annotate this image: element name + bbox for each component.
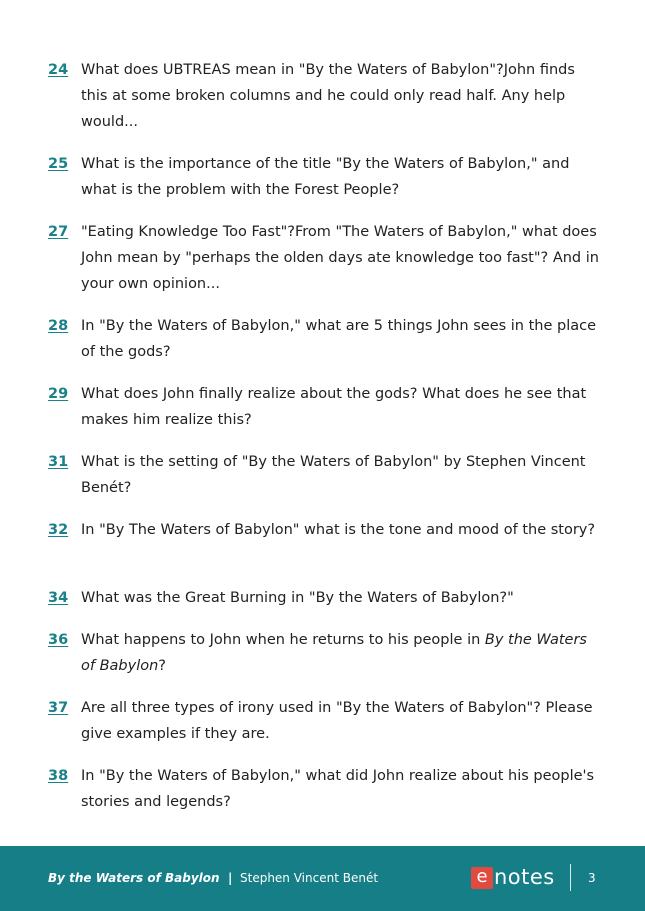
question-text[interactable]: What is the setting of "By the Waters of Babylon" by Stephen Vincent Benét? <box>81 454 586 496</box>
question-number-link[interactable]: 32 <box>48 522 69 538</box>
question-number-link[interactable]: 28 <box>48 318 69 334</box>
question-number-link[interactable]: 25 <box>48 156 69 172</box>
question-text[interactable]: In "By The Waters of Babylon" what is the tone and mood of the story? <box>81 522 596 538</box>
question-text[interactable]: "Eating Knowledge Too Fast"?From "The Waters of Babylon," what does John mean by "perhaps the olden days ate knowledge too fast"? And in your own opinion... <box>81 224 599 292</box>
question-text[interactable]: In "By the Waters of Babylon," what did John realize about his people's stories and legends? <box>81 768 595 810</box>
question-text[interactable]: What is the importance of the title "By the Waters of Babylon," and what is the problem with the Forest People? <box>81 156 570 198</box>
question-number-link[interactable]: 24 <box>48 62 69 78</box>
question-number-link[interactable]: 34 <box>48 590 69 606</box>
question-text[interactable] <box>81 627 601 679</box>
footer-divider <box>570 864 571 891</box>
question-text-before: What happens to John when he returns to his people in <box>81 632 485 648</box>
page-footer <box>0 846 645 911</box>
question-number-link[interactable]: 29 <box>48 386 69 402</box>
question-number-link[interactable]: 37 <box>48 700 69 716</box>
question-text[interactable]: What does John finally realize about the gods? What does he see that makes him realize this? <box>81 386 587 428</box>
question-number-link[interactable]: 31 <box>48 454 69 470</box>
question-number-link[interactable]: 27 <box>48 224 69 240</box>
question-text[interactable]: In "By the Waters of Babylon," what are 5 things John sees in the place of the gods? <box>81 318 597 360</box>
footer-book-title: By the Waters of Babylon <box>48 871 220 885</box>
footer-separator: | <box>228 871 233 885</box>
question-text[interactable]: What was the Great Burning in "By the Waters of Babylon?" <box>81 590 514 606</box>
question-number-link[interactable]: 36 <box>48 632 69 648</box>
question-text-italic-title: By the Waters of Babylon <box>81 632 587 674</box>
question-text[interactable]: What does UBTREAS mean in "By the Waters of Babylon"?John finds this at some broken columns and he could only read half. Any help would... <box>81 62 575 130</box>
enotes-logo-text: notes <box>494 865 555 889</box>
page-number: 3 <box>588 871 596 885</box>
question-text[interactable]: Are all three types of irony used in "By the Waters of Babylon"? Please give examples if they are. <box>81 700 593 742</box>
footer-author: Stephen Vincent Benét <box>240 871 379 885</box>
question-text-after: ? <box>158 658 166 674</box>
enotes-logo-e-icon: e <box>471 867 493 889</box>
question-number-link[interactable]: 38 <box>48 768 69 784</box>
